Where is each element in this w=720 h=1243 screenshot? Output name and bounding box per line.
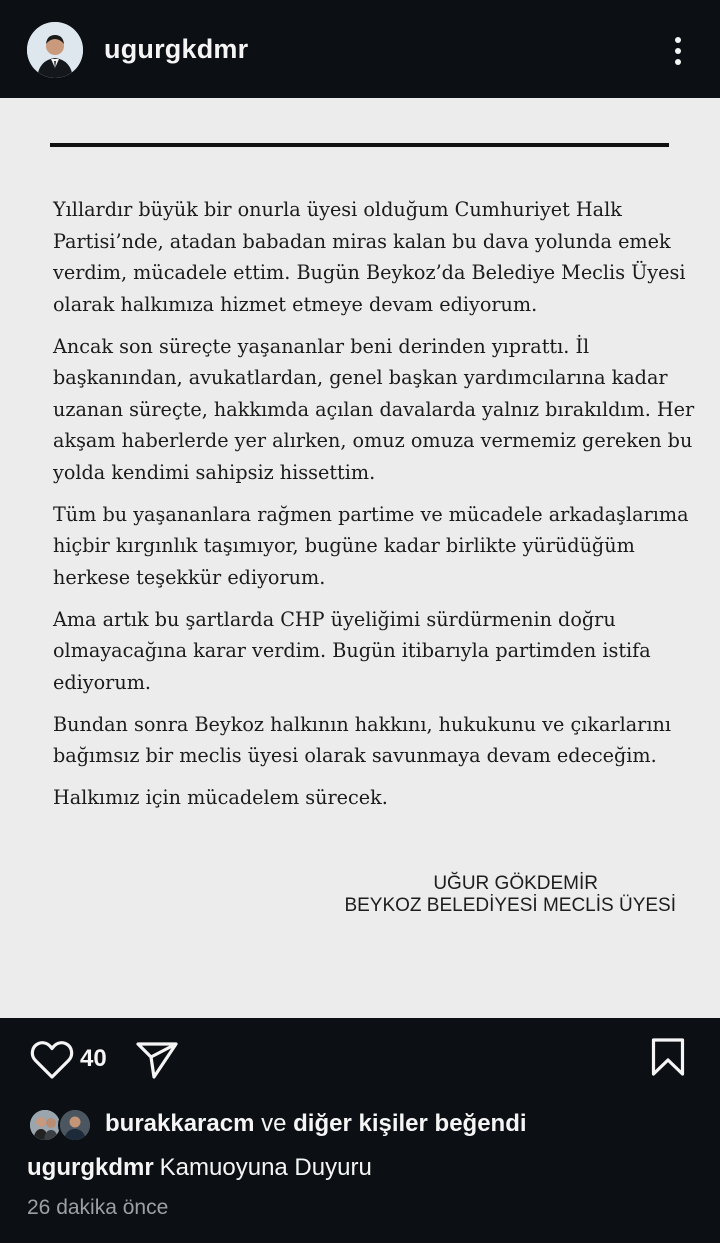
divider-line xyxy=(50,143,669,147)
statement-paragraph: Yıllardır büyük bir onurla üyesi olduğum Cumhuriyet Halk Partisi’nde, atadan babadan miras kalan bu dava yolunda emek verdim, mücadele ettim. Bugün Beykoz’da Belediye Meclis Üyesi olarak halkımıza hizmet etmeye devam ediyorum. xyxy=(53,198,686,316)
statement-paragraph: Ama artık bu şartlarda CHP üyeliğimi sürdürmenin doğru olmayacağına karar verdim. Bugün itibarıyla partimden istifa ediyorum. xyxy=(53,607,651,694)
liked-by-connector: ve xyxy=(261,1110,287,1137)
liker-photo-icon xyxy=(30,1110,60,1140)
more-options-icon[interactable] xyxy=(664,32,692,70)
post-image[interactable] xyxy=(0,98,720,1018)
post-header xyxy=(0,0,720,98)
signature-name: UĞUR GÖKDEMİR xyxy=(433,873,598,894)
statement-paragraph: Ancak son süreçte yaşananlar beni derinden yıprattı. İl başkanından, avukatlardan, genel başkan yardımcılarına kadar uzanan süreçte, hakkımda açılan davalarda yalnız bırakıldım. Her akşam haberlerde yer alırken, omuz omuza vermemiz gereken bu yolda kendimi sahipsiz hissettim. xyxy=(53,334,695,484)
profile-avatar[interactable] xyxy=(27,22,83,78)
liker-photo-icon xyxy=(60,1110,90,1140)
statement-text xyxy=(53,194,708,824)
caption-username[interactable]: ugurgkdmr xyxy=(27,1154,154,1181)
post-caption xyxy=(27,1154,372,1182)
statement-paragraph: Bundan sonra Beykoz halkının hakkını, hukukunu ve çıkarlarını bağımsız bir meclis üyesi olarak savunmaya devam edeceğim. xyxy=(53,712,671,767)
header-username[interactable]: ugurgkdmr xyxy=(104,34,249,64)
signature-title: BEYKOZ BELEDİYESİ MECLİS ÜYESİ xyxy=(344,895,676,916)
liker-username[interactable]: burakkaracm xyxy=(105,1110,255,1137)
liker-avatar xyxy=(28,1108,62,1142)
like-count[interactable]: 40 xyxy=(80,1045,107,1072)
post-timestamp: 26 dakika önce xyxy=(27,1196,169,1219)
action-bar xyxy=(0,1018,720,1108)
signature-block xyxy=(344,873,676,917)
liker-avatar xyxy=(58,1108,92,1142)
liked-by-row[interactable] xyxy=(28,1104,688,1144)
bookmark-icon[interactable] xyxy=(650,1038,686,1078)
heart-icon[interactable] xyxy=(30,1040,74,1080)
statement-paragraph: Tüm bu yaşananlara rağmen partime ve mücadele arkadaşlarıma hiçbir kırgınlık taşımıyor, bugüne kadar birlikte yürüdüğüm herkese teşekkür ediyorum. xyxy=(53,502,689,589)
statement-paragraph: Halkımız için mücadelem sürecek. xyxy=(53,786,388,809)
liked-by-text xyxy=(105,1110,527,1138)
caption-text: Kamuoyuna Duyuru xyxy=(159,1154,372,1181)
liked-by-others[interactable]: diğer kişiler beğendi xyxy=(293,1110,527,1137)
profile-photo-icon xyxy=(27,22,83,78)
send-icon[interactable] xyxy=(135,1040,179,1080)
